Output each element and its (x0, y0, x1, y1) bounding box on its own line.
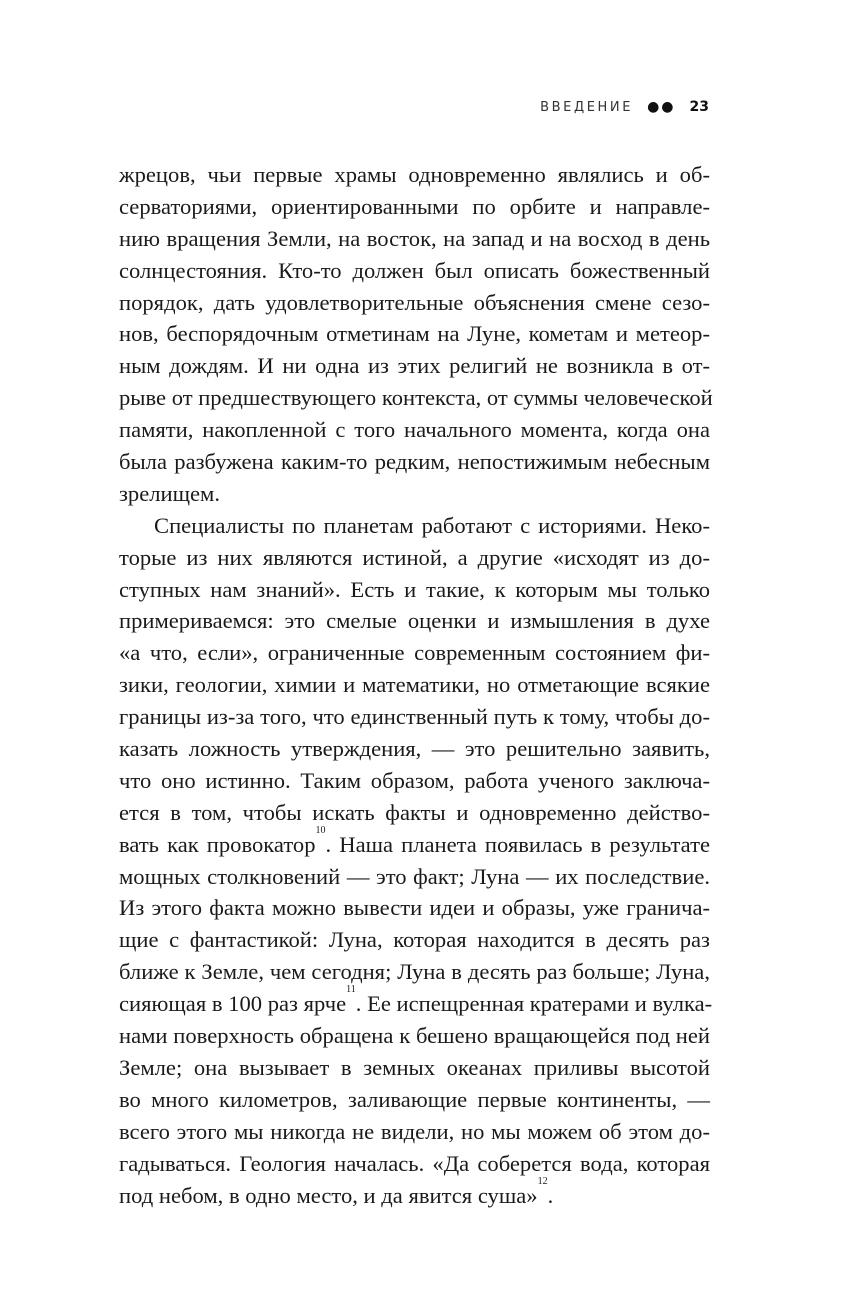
text-line: нами поверхность обращена к бешено вращающейся под ней (119, 1023, 710, 1049)
text-line: ется в том, чтобы искать факты и одновременно действо- (119, 799, 710, 825)
text-line: Специалисты по планетам работают с историями. Неко- (154, 512, 710, 538)
text-line: торые из них являются истиной, а другие «исходят из до- (119, 544, 710, 570)
text-line: примериваемся: это смелые оценки и измышления в духе (119, 608, 710, 634)
text-line: зики, геологии, химии и математики, но отметающие всякие (119, 672, 710, 698)
text-line: «а что, если», ограниченные современным состоянием фи- (119, 640, 710, 666)
text-line: Из этого факта можно вывести идеи и образы, уже гранича- (119, 895, 710, 921)
text-line: жрецов, чьи первые храмы одновременно являлись и об- (119, 162, 710, 187)
text-fragment: . Наша планета появилась в результате (325, 831, 710, 857)
separator-dots: ●● (647, 99, 676, 115)
running-head (540, 99, 709, 115)
text-line: мощных столкновений — это факт; Луна — их последствие. (119, 863, 710, 889)
text-line: границы из-за того, что единственный путь к тому, чтобы до- (119, 704, 710, 730)
text-line: ступных нам знаний». Есть и такие, к которым мы только (119, 576, 710, 602)
text-line: ближе к Земле, чем сегодня; Луна в десять раз больше; Луна, (119, 959, 710, 985)
text-fragment: . Ее испещренная кратерами и вулка- (355, 991, 713, 1017)
text-line: нов, беспорядочным отметинам на Луне, кометам и метеор- (119, 321, 710, 347)
text-line: памяти, накопленной с того начального момента, когда она (119, 417, 710, 443)
text-line (119, 824, 710, 861)
text-line: солнцестояния. Кто-то должен был описать божественный (119, 257, 710, 283)
text-line: что оно истинно. Таким образом, работа ученого заключа- (119, 767, 710, 793)
text-fragment: сияющая в 100 раз ярче (119, 991, 347, 1017)
text-fragment: вать как провокатор (119, 831, 316, 857)
text-line: гадываться. Геология началась. «Да соберется вода, которая (119, 1150, 710, 1176)
text-fragment: . (547, 1182, 554, 1208)
body-text (119, 159, 713, 1211)
section-title: ВВЕДЕНИЕ (540, 99, 634, 115)
text-line: Земле; она вызывает в земных океанах приливы высотой (119, 1054, 710, 1080)
text-line: щие с фантастикой: Луна, которая находится в десять раз (119, 927, 710, 953)
footnote-ref[interactable]: 12 (537, 1175, 548, 1187)
text-line (119, 984, 713, 1020)
footnote-ref[interactable]: 10 (315, 824, 326, 836)
text-line: зрелищем. (119, 480, 220, 506)
text-line: нию вращения Земли, на восток, на запад и на восход в день (119, 225, 710, 251)
text-line: рыве от предшествующего контекста, от суммы человеческой (119, 385, 713, 411)
text-line: была разбужена каким-то редким, непостижимым небесным (119, 449, 710, 475)
text-fragment: под небом, в одно место, и да явится суша» (119, 1182, 538, 1208)
page-number: 23 (689, 99, 709, 115)
text-line: ным дождям. И ни одна из этих религий не возникла в от- (119, 353, 710, 379)
text-line: порядок, дать удовлетворительные объяснения смене сезо- (119, 289, 710, 315)
text-line: серваториями, ориентированными по орбите и направле- (119, 193, 710, 219)
text-line: казать ложность утверждения, — это решительно заявить, (119, 736, 710, 762)
text-line: во много километров, заливающие первые континенты, — (119, 1086, 710, 1112)
footnote-ref[interactable]: 11 (346, 984, 356, 996)
text-line (119, 1175, 710, 1212)
text-line: всего этого мы никогда не видели, но мы можем об этом до- (119, 1118, 710, 1144)
